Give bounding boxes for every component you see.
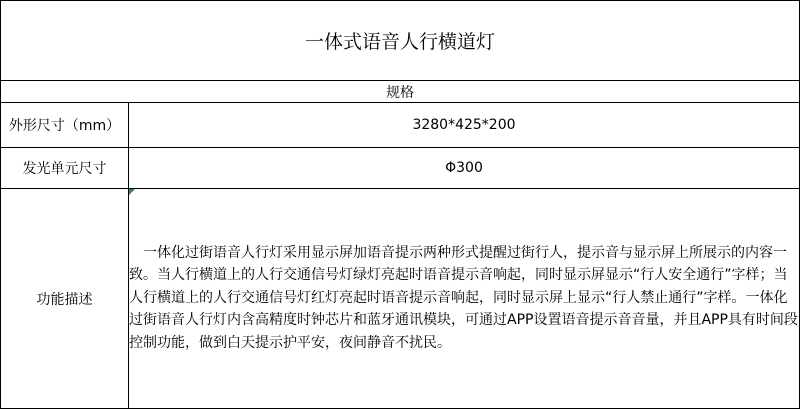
table-row — [1, 103, 800, 148]
spec-label-light-unit: 发光单元尺寸 — [1, 148, 129, 189]
cell-comment-marker-icon — [129, 189, 135, 195]
function-description-text: 一体化过街语音人行灯采用显示屏加语音提示两种形式提醒过街行人，提示音与显示屏上所展示的内容一致。当人行横道上的人行交通信号灯绿灯亮起时语音提示音响起，同时显示屏显示“行人安全通行”字样；当人行横道上的人行交通信号灯红灯亮起时语音提示音响起，同时显示屏上显示“行人禁止通行”字样。一体化过街语音人行灯内含高精度时钟芯片和蓝牙通讯模块，可通过APP设置语音提示音音量，并且APP具有时间段控制功能，做到白天提示护平安，夜间静音不扰民。 — [129, 244, 798, 351]
spec-label-function: 功能描述 — [1, 189, 129, 409]
section-row — [1, 81, 800, 103]
title-row — [1, 1, 800, 81]
table-row — [1, 148, 800, 189]
section-heading: 规格 — [1, 81, 800, 103]
spec-value-dimensions: 3280*425*200 — [129, 103, 800, 148]
spec-label-dimensions: 外形尺寸（mm） — [1, 103, 129, 148]
spec-value-light-unit: Φ300 — [129, 148, 800, 189]
function-description-cell — [129, 189, 800, 409]
table-row — [1, 189, 800, 409]
document-title: 一体式语音人行横道灯 — [1, 1, 800, 81]
